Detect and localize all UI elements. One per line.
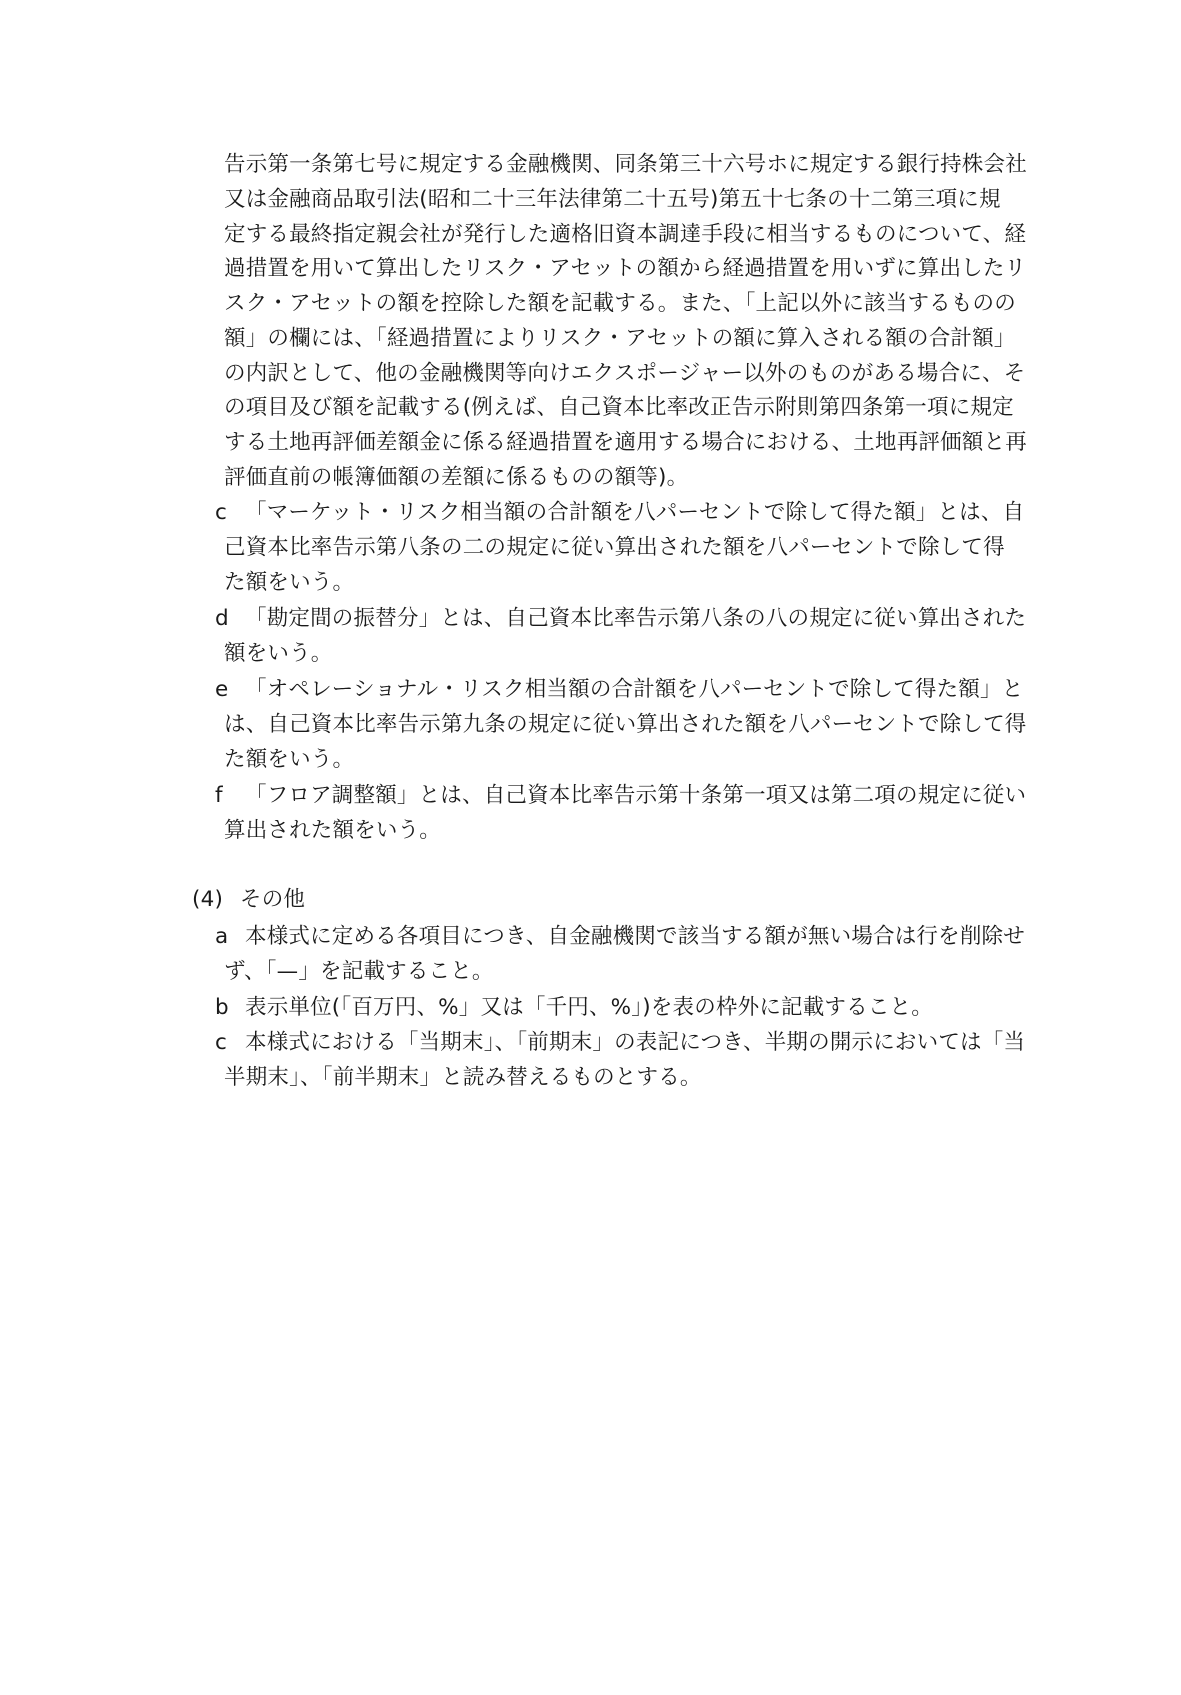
list-marker: d	[215, 606, 229, 631]
list-item-text: 本様式における「当期末」、「前期末」の表記につき、半期の開示においては「当	[245, 1030, 1026, 1055]
section-title: その他	[240, 887, 306, 912]
paragraph-line: する土地再評価差額金に係る経過措置を適用する場合における、土地再評価額と再	[224, 430, 1027, 455]
list-item-text: 「フロア調整額」とは、自己資本比率告示第十条第一項又は第二項の規定に従い	[245, 783, 1027, 808]
list-item-c	[215, 498, 1024, 528]
list-marker: f	[215, 783, 223, 808]
list-item-text: 「オペレーショナル・リスク相当額の合計額を八パーセントで除して得た額」と	[245, 677, 1024, 702]
list-item-b	[215, 993, 933, 1023]
paragraph-line: 告示第一条第七号に規定する金融機関、同条第三十六号ホに規定する銀行持株会社	[224, 152, 1027, 177]
list-item-text: 「勘定間の振替分」とは、自己資本比率告示第八条の八の規定に従い算出された	[245, 606, 1027, 631]
paragraph-line: は、自己資本比率告示第九条の規定に従い算出された額を八パーセントで除して得	[224, 712, 1027, 737]
paragraph-line: 己資本比率告示第八条の二の規定に従い算出された額を八パーセントで除して得	[224, 535, 1005, 560]
paragraph-line: の項目及び額を記載する(例えば、自己資本比率改正告示附則第四条第一項に規定	[224, 395, 1014, 420]
list-marker: e	[215, 677, 229, 702]
paragraph-line: 過措置を用いて算出したリスク・アセットの額から経過措置を用いずに算出したリ	[224, 256, 1027, 281]
list-item-e	[215, 675, 1023, 705]
paragraph-line: ず、「—」を記載すること。	[224, 959, 494, 984]
paragraph-line: 算出された額をいう。	[224, 818, 442, 843]
paragraph-line: スク・アセットの額を控除した額を記載する。また、「上記以外に該当するものの	[224, 291, 1016, 316]
list-item-text: 本様式に定める各項目につき、自金融機関で該当する額が無い場合は行を削除せ	[245, 924, 1025, 949]
list-marker: a	[215, 924, 229, 949]
paragraph-line: 額をいう。	[224, 641, 333, 666]
section-number: (4)	[192, 887, 224, 912]
paragraph-line: 額」の欄には、「経過措置によりリスク・アセットの額に算入される額の合計額」	[224, 326, 1016, 351]
list-marker: c	[215, 500, 228, 525]
list-item-text: 「マーケット・リスク相当額の合計額を八パーセントで除して得た額」とは、自	[245, 500, 1025, 525]
list-item-c	[215, 1028, 1025, 1058]
section-heading	[192, 885, 305, 915]
list-item-d	[215, 604, 1026, 634]
list-item-f	[215, 781, 1026, 811]
list-marker: b	[215, 995, 229, 1020]
paragraph-line: 定する最終指定親会社が発行した適格旧資本調達手段に相当するものについて、経	[224, 222, 1027, 247]
paragraph-line: の内訳として、他の金融機関等向けエクスポージャー以外のものがある場合に、そ	[224, 361, 1026, 386]
list-item-text: 表示単位(「百万円、%」又は「千円、%」)を表の枠外に記載すること。	[245, 995, 933, 1020]
list-marker: c	[215, 1030, 228, 1055]
paragraph-line: た額をいう。	[224, 747, 355, 772]
list-item-a	[215, 922, 1025, 952]
paragraph-line: 半期末」、「前半期末」と読み替えるものとする。	[224, 1065, 702, 1090]
paragraph-line: た額をいう。	[224, 570, 355, 595]
paragraph-line: 評価直前の帳簿価額の差額に係るものの額等)。	[224, 465, 689, 490]
paragraph-line: 又は金融商品取引法(昭和二十三年法律第二十五号)第五十七条の十二第三項に規	[224, 187, 1001, 212]
